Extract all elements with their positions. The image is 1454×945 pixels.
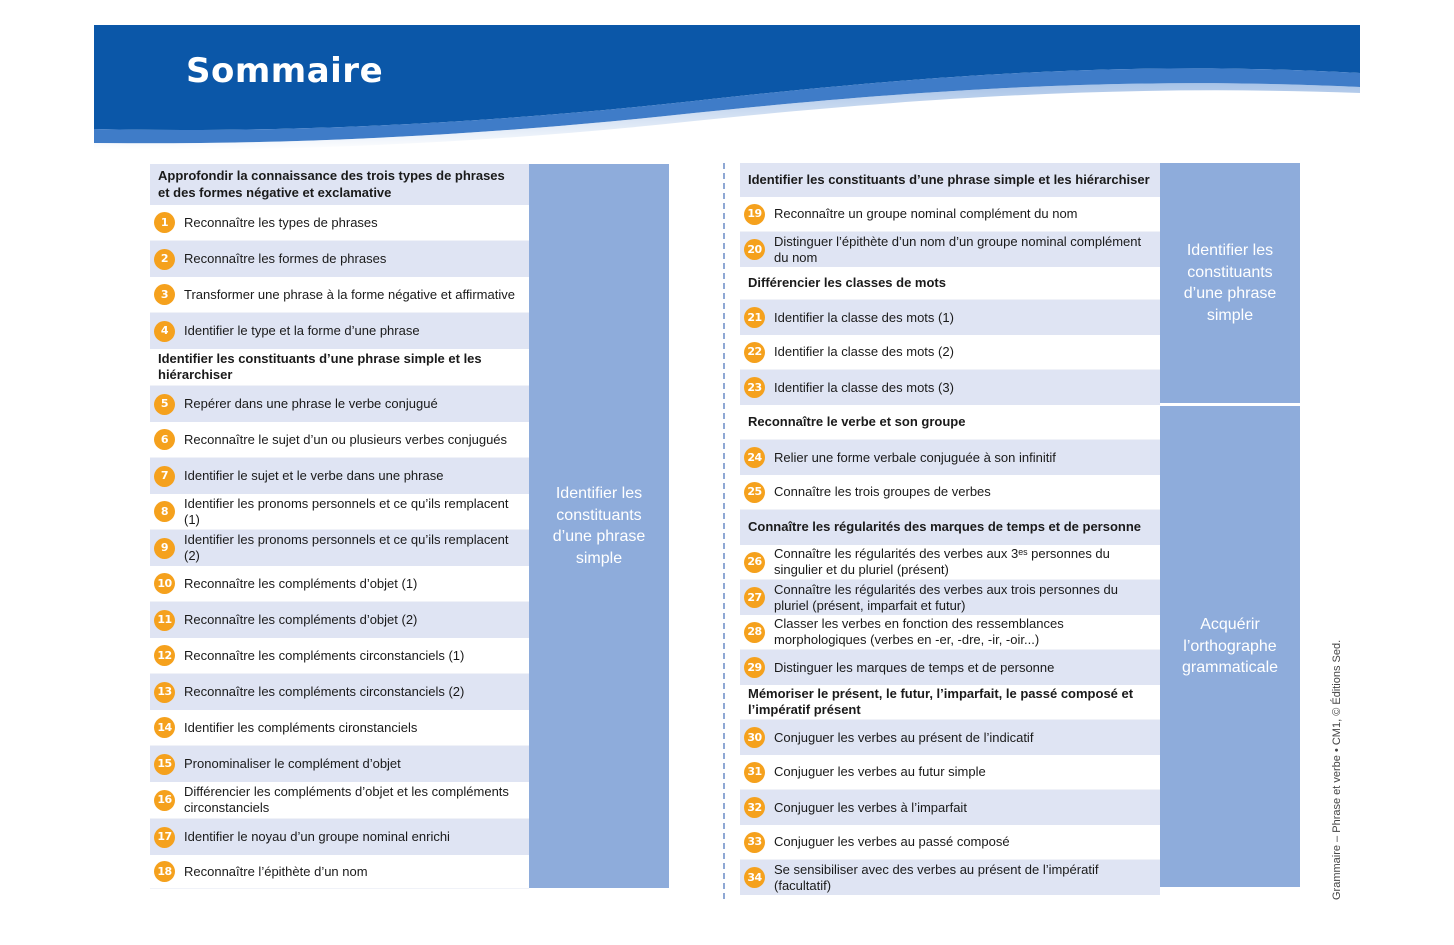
exercise-item xyxy=(740,615,1160,650)
exercise-number-badge: 2 xyxy=(154,249,175,270)
exercise-number-badge: 16 xyxy=(154,790,175,811)
exercise-item xyxy=(150,674,529,710)
exercise-number-badge: 5 xyxy=(154,394,175,415)
section-heading xyxy=(150,164,529,205)
exercise-item xyxy=(740,370,1160,405)
exercise-number-badge: 34 xyxy=(744,867,765,888)
exercise-number-badge: 29 xyxy=(744,657,765,678)
exercise-item xyxy=(150,277,529,313)
exercise-item xyxy=(740,232,1160,267)
exercise-number-badge: 11 xyxy=(154,610,175,631)
exercise-title: Conjuguer les verbes au présent de l’indicatif xyxy=(774,729,1034,745)
exercise-number-badge: 28 xyxy=(744,622,765,643)
exercise-title: Identifier la classe des mots (1) xyxy=(774,309,954,325)
exercise-number-badge: 1 xyxy=(154,212,175,233)
exercise-item xyxy=(740,580,1160,615)
exercise-title: Distinguer l’épithète d’un nom d’un groupe nominal complément du nom xyxy=(774,233,1142,265)
exercise-item xyxy=(740,197,1160,232)
exercise-item xyxy=(150,313,529,349)
exercise-item xyxy=(150,494,529,530)
section-heading-text: Reconnaître le verbe et son groupe xyxy=(748,413,966,429)
exercise-title: Différencier les compléments d’objet et les compléments circonstanciels xyxy=(184,784,509,815)
exercise-title: Pronominaliser le complément d’objet xyxy=(184,756,401,771)
exercise-title: Identifier le type et la forme d’une phrase xyxy=(184,323,420,338)
section-heading xyxy=(740,267,1160,300)
exercise-title: Identifier les compléments cironstanciels xyxy=(184,719,418,735)
exercise-title: Conjuguer les verbes au futur simple xyxy=(774,764,986,779)
exercise-item xyxy=(740,860,1160,895)
exercise-item xyxy=(740,335,1160,370)
exercise-number-badge: 19 xyxy=(744,204,765,225)
section-heading xyxy=(150,349,529,386)
section-heading xyxy=(740,685,1160,720)
exercise-title: Conjuguer les verbes à l’imparfait xyxy=(774,799,967,815)
exercise-title: Connaître les trois groupes de verbes xyxy=(774,484,991,499)
exercise-title: Repérer dans une phrase le verbe conjugué xyxy=(184,396,438,411)
exercise-item xyxy=(150,422,529,458)
exercise-item xyxy=(740,545,1160,580)
exercise-number-badge: 26 xyxy=(744,552,765,573)
exercise-item xyxy=(150,782,529,819)
exercise-item xyxy=(740,300,1160,335)
exercise-title: Classer les verbes en fonction des ressemblances morphologiques (verbes en -er, -dre, -ir, -oir...) xyxy=(774,616,1064,647)
exercise-title: Conjuguer les verbes au passé composé xyxy=(774,834,1010,849)
exercise-number-badge: 3 xyxy=(154,284,175,305)
exercise-item xyxy=(150,205,529,241)
exercise-number-badge: 24 xyxy=(744,447,765,468)
exercise-item xyxy=(740,650,1160,685)
exercise-number-badge: 6 xyxy=(154,429,175,450)
exercise-title: Reconnaître l’épithète d’un nom xyxy=(184,863,368,879)
exercise-title: Reconnaître les formes de phrases xyxy=(184,251,387,266)
section-heading-text: Différencier les classes de mots xyxy=(748,274,946,290)
exercise-number-badge: 20 xyxy=(744,239,765,260)
exercise-item xyxy=(150,602,529,638)
section-heading xyxy=(740,405,1160,440)
exercise-item xyxy=(150,566,529,602)
exercise-item xyxy=(740,755,1160,790)
exercise-title: Reconnaître les compléments circonstanciels (2) xyxy=(184,684,465,699)
exercise-title: Identifier les pronoms personnels et ce qu’ils remplacent (1) xyxy=(184,495,509,527)
exercise-title: Identifier les pronoms personnels et ce qu’ils remplacent (2) xyxy=(184,532,509,563)
exercise-number-badge: 31 xyxy=(744,762,765,783)
exercise-number-badge: 15 xyxy=(154,754,175,775)
exercise-item xyxy=(740,720,1160,755)
exercise-item xyxy=(740,790,1160,825)
exercise-number-badge: 4 xyxy=(154,321,175,342)
exercise-title: Reconnaître un groupe nominal complément du nom xyxy=(774,206,1078,221)
left-exercise-list xyxy=(150,164,529,889)
exercise-number-badge: 8 xyxy=(154,501,175,522)
exercise-number-badge: 27 xyxy=(744,587,765,608)
exercise-number-badge: 32 xyxy=(744,797,765,818)
exercise-item xyxy=(740,475,1160,510)
exercise-title: Reconnaître le sujet d’un ou plusieurs verbes conjugués xyxy=(184,431,508,447)
exercise-title: Identifier le sujet et le verbe dans une phrase xyxy=(184,468,444,483)
exercise-item xyxy=(740,440,1160,475)
section-heading-text: Identifier les constituants d’une phrase simple et les hiérarchiser xyxy=(158,350,482,382)
right-theme-panel-orthographe: Acquérir l’orthographe grammaticale xyxy=(1160,406,1300,887)
exercise-number-badge: 22 xyxy=(744,342,765,363)
section-heading-text: Approfondir la connaissance des trois types de phrases et des formes négative et exclamative xyxy=(158,168,505,200)
exercise-title: Distinguer les marques de temps et de personne xyxy=(774,659,1055,675)
exercise-item xyxy=(150,530,529,566)
exercise-item xyxy=(150,386,529,422)
exercise-number-badge: 10 xyxy=(154,573,175,594)
exercise-title: Connaître les régularités des verbes aux 3ᵉˢ personnes du singulier et du pluriel (présent) xyxy=(774,546,1110,577)
exercise-title: Reconnaître les types de phrases xyxy=(184,214,378,230)
exercise-number-badge: 33 xyxy=(744,832,765,853)
page-title: Sommaire xyxy=(186,51,384,91)
left-theme-panel: Identifier les constituants d’une phrase simple xyxy=(529,164,669,888)
exercise-number-badge: 18 xyxy=(154,861,175,882)
exercise-number-badge: 17 xyxy=(154,827,175,848)
exercise-number-badge: 7 xyxy=(154,466,175,487)
right-theme-panel-constituants: Identifier les constituants d’une phrase simple xyxy=(1160,163,1300,403)
right-exercise-list xyxy=(740,163,1160,895)
exercise-item xyxy=(150,458,529,494)
column-divider xyxy=(723,163,725,899)
exercise-title: Relier une forme verbale conjuguée à son infinitif xyxy=(774,449,1056,465)
exercise-number-badge: 12 xyxy=(154,645,175,666)
exercise-number-badge: 23 xyxy=(744,377,765,398)
exercise-number-badge: 30 xyxy=(744,727,765,748)
exercise-number-badge: 14 xyxy=(154,717,175,738)
section-heading-text: Mémoriser le présent, le futur, l’imparfait, le passé composé et l’impératif présent xyxy=(748,685,1134,717)
section-heading-text: Connaître les régularités des marques de temps et de personne xyxy=(748,519,1142,535)
exercise-title: Reconnaître les compléments d’objet (1) xyxy=(184,575,418,591)
exercise-title: Transformer une phrase à la forme négative et affirmative xyxy=(184,286,515,302)
exercise-item xyxy=(150,819,529,855)
copyright-credit: Grammaire – Phrase et verbe • CM1, © Éditions Sed. xyxy=(1331,639,1343,900)
exercise-item xyxy=(150,638,529,674)
exercise-title: Reconnaître les compléments circonstanciels (1) xyxy=(184,647,465,663)
exercise-title: Se sensibiliser avec des verbes au présent de l’impératif (facultatif) xyxy=(774,861,1099,893)
exercise-item xyxy=(150,855,529,889)
exercise-title: Reconnaître les compléments d’objet (2) xyxy=(184,612,418,627)
exercise-item xyxy=(740,825,1160,860)
exercise-number-badge: 25 xyxy=(744,482,765,503)
section-heading-text: Identifier les constituants d’une phrase simple et les hiérarchiser xyxy=(748,171,1150,187)
section-heading xyxy=(740,163,1160,197)
exercise-item xyxy=(150,710,529,746)
exercise-number-badge: 9 xyxy=(154,538,175,559)
header-banner xyxy=(94,25,1360,150)
exercise-title: Identifier la classe des mots (2) xyxy=(774,344,954,359)
exercise-title: Identifier le noyau d’un groupe nominal enrichi xyxy=(184,829,450,844)
section-heading xyxy=(740,510,1160,545)
exercise-title: Connaître les régularités des verbes aux trois personnes du pluriel (présent, imparfait et futur) xyxy=(774,581,1118,613)
exercise-item xyxy=(150,746,529,782)
exercise-title: Identifier la classe des mots (3) xyxy=(774,379,954,395)
exercise-item xyxy=(150,241,529,277)
exercise-number-badge: 13 xyxy=(154,682,175,703)
exercise-number-badge: 21 xyxy=(744,307,765,328)
